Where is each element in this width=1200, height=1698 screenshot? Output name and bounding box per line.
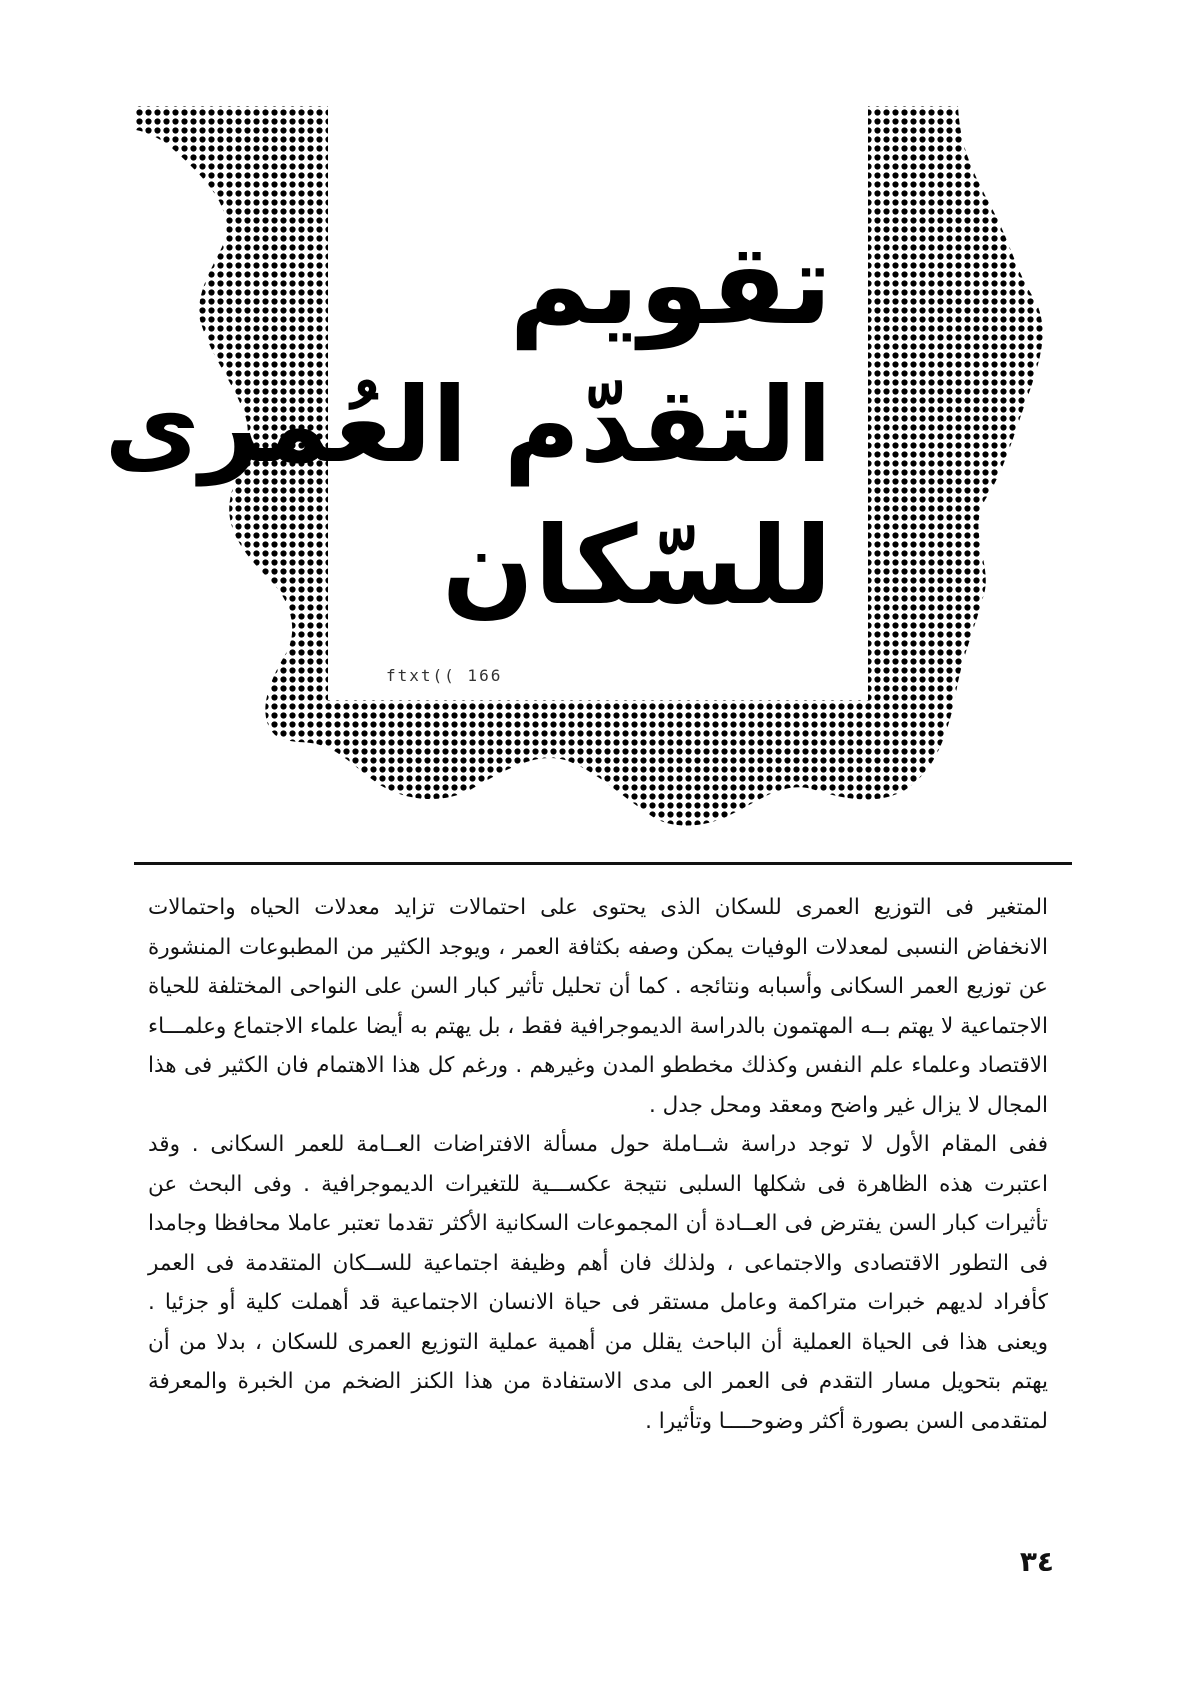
horizontal-rule [134, 862, 1072, 865]
title-line-3: للسّكان [441, 504, 832, 629]
paragraph-2: ففى المقام الأول لا توجد دراسة شــاملة حول مسألة الافتراضات العــامة للعمر السكانى . وقد اعتبرت هذه الظاهرة فى شكلها السلبى نتيجة عكســـية للتغيرات الديموجرافية . وفى البحث عن تأثيرات كبار السن يفترض فى العــادة أن المجموعات السكانية الأكثر تقدما تعتبر عاملا محافظا وجامدا فى التطور الاقتصادى والاجتماعى ، ولذلك فان أهم وظيفة اجتماعية للســكان المتقدمة فى العمر كأفراد لديهم خبرات متراكمة وعامل مستقر فى حياة الانسان الاجتماعية قد أهملت كلية أو جزئيا . ويعنى هذا فى الحياة العملية أن الباحث يقلل من أهمية عملية التوزيع العمرى للسكان ، بدلا من أن يهتم بتحويل مسار التقدم فى العمر الى مدى الاستفادة من هذا الكنز الضخم من الخبرة والمعرفة لمتقدمى السن بصورة أكثر وضوحــــا وتأثيرا . [148, 1132, 1048, 1434]
body-text [148, 888, 1048, 1538]
title-box [104, 102, 868, 700]
page-number: ٣٤ [1019, 1545, 1054, 1578]
title-line-1: تقويم [509, 220, 832, 350]
title-line-2: التقدّم العُمرى [104, 364, 832, 486]
stamp-mark: ftxt(( 166 [386, 666, 503, 685]
paragraph-1: المتغير فى التوزيع العمرى للسكان الذى يحتوى على احتمالات تزايد معدلات الحياه واحتمالات الانخفاض النسبى لمعدلات الوفيات يمكن وصفه بكثافة العمر ، ويوجد الكثير من المطبوعات المنشورة عن توزيع العمر السكانى وأسبابه ونتائجه . كما أن تحليل تأثير كبار السن على النواحى المختلفة للحياة الاجتماعية لا يهتم بــه المهتمون بالدراسة الديموجرافية فقط ، بل يهتم به أيضا علماء الاجتماع وعلمـــاء الاقتصاد وعلماء علم النفس وكذلك مخططو المدن وغيرهم . ورغم كل هذا الاهتمام فان الكثير فى هذا المجال لا يزال غير واضح ومعقد ومحل جدل . [148, 895, 1048, 1118]
